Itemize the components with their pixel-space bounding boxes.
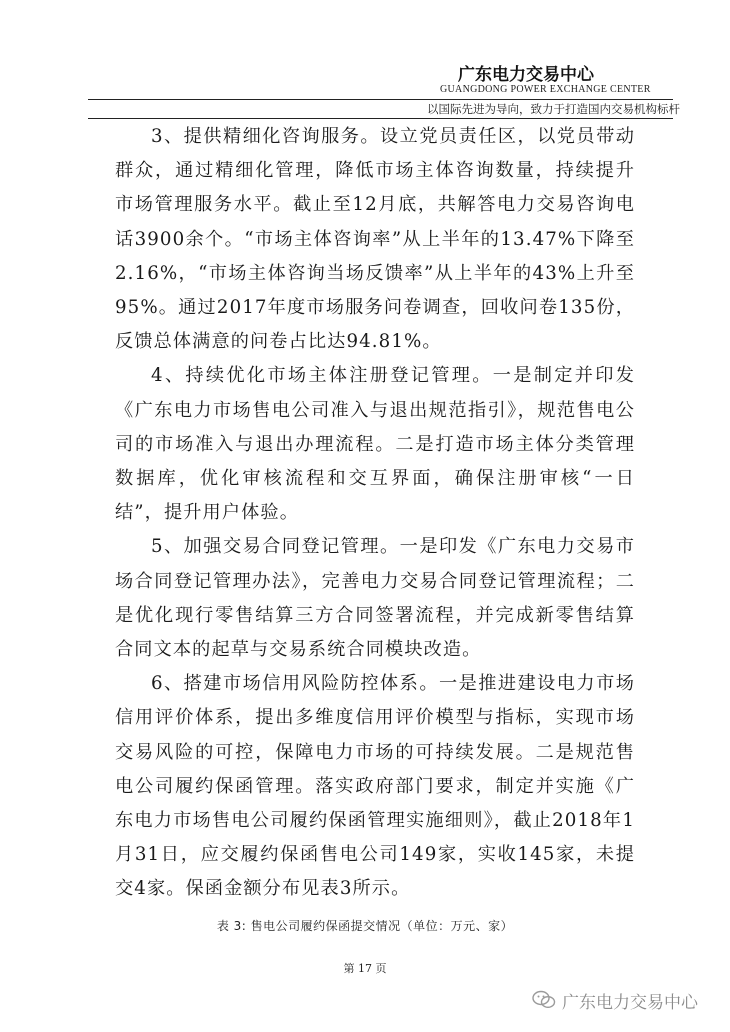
table-caption: 表 3: 售电公司履约保函提交情况（单位：万元、家） xyxy=(216,919,514,933)
watermark-text: 广东电力交易中心 xyxy=(562,992,698,1013)
document-body xyxy=(115,120,635,907)
header-divider xyxy=(88,99,673,100)
org-name-en: GUANGDONG POWER EXCHANGE CENTER xyxy=(440,84,651,95)
paragraph-consulting-service: 3、提供精细化咨询服务。设立党员责任区，以党员带动群众，通过精细化管理，降低市场主体咨询数量，持续提升市场管理服务水平。截止至12月底，共解答电力交易咨询电话3900余个。“市场主体咨询率”从上半年的13.47%下降至2.16%，“市场主体咨询当场反馈率”从上半年的43%上升至95%。通过2017年度市场服务问卷调查，回收问卷135份，反馈总体满意的问卷占比达94.81%。 xyxy=(115,126,635,353)
org-name-cn: 广东电力交易中心 xyxy=(458,65,594,85)
paragraph-registration-management: 4、持续优化市场主体注册登记管理。一是制定并印发《广东电力市场售电公司准入与退出规范指引》，规范售电公司的市场准入与退出办理流程。二是打造市场主体分类管理数据库，优化审核流程和交互界面，确保注册审核“一日结”，提升用户体验。 xyxy=(115,365,635,524)
page-number: 第 17 页 xyxy=(343,962,387,975)
header-divider-bottom xyxy=(88,118,673,119)
paragraph-contract-registration: 5、加强交易合同登记管理。一是印发《广东电力交易市场合同登记管理办法》，完善电力交易合同登记管理流程；二是优化现行零售结算三方合同签署流程，并完成新零售结算合同文本的起草与交易系统合同模块改造。 xyxy=(115,536,635,661)
paragraph-credit-risk-control: 6、搭建市场信用风险防控体系。一是推进建设电力市场信用评价体系，提出多维度信用评价模型与指标，实现市场交易风险的可控，保障电力市场的可持续发展。二是规范售电公司履约保函管理。落实政府部门要求，制定并实施《广东电力市场售电公司履约保函管理实施细则》，截止2018年1月31日，应交履约保函售电公司149家，实收145家，未提交4家。保函金额分布见表3所示。 xyxy=(115,673,635,900)
wechat-watermark xyxy=(532,985,722,1015)
page-header xyxy=(0,0,730,115)
wechat-icon xyxy=(532,990,556,1010)
header-slogan: 以国际先进为导向，致力于打造国内交易机构标杆 xyxy=(427,102,680,116)
